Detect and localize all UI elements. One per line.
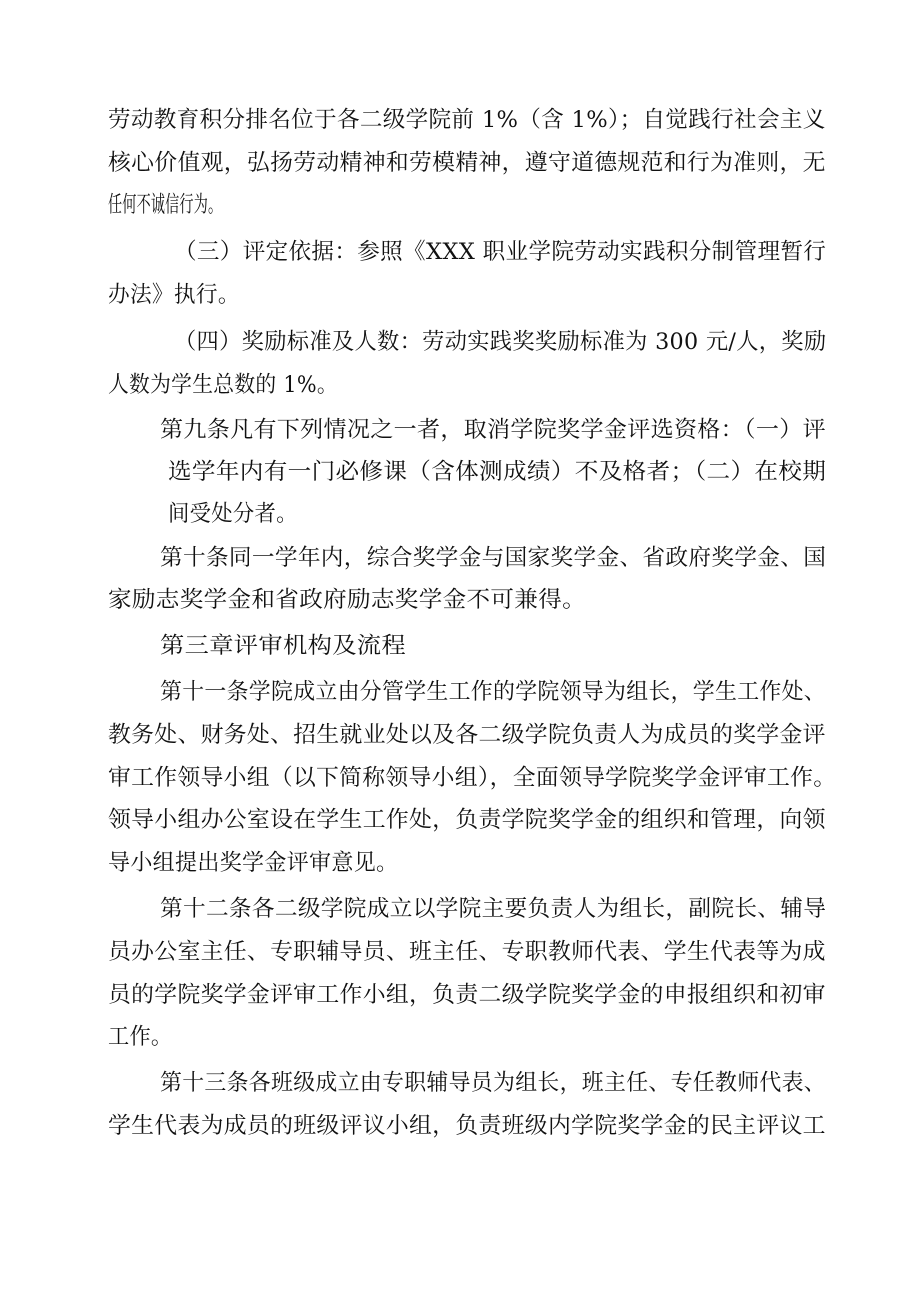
section-heading: 第三章评审机构及流程 xyxy=(160,633,407,659)
text-line: 领导小组办公室设在学生工作处，负责学院奖学金的组织和管理，向领 xyxy=(108,807,826,833)
text-line: 第十条同一学年内，综合奖学金与国家奖学金、省政府奖学金、国 xyxy=(160,545,827,571)
text-line: 第十二条各二级学院成立以学院主要负责人为组长，副院长、辅导 xyxy=(160,896,827,922)
text-line: 间受处分者。 xyxy=(168,501,298,527)
text-line: 人数为学生总数的 1%。 xyxy=(108,372,338,398)
text-line: 导小组提出奖学金评审意见。 xyxy=(108,850,399,876)
text-line: （四）奖励标准及人数：劳动实践奖奖励标准为 300 元/人，奖励 xyxy=(174,329,827,355)
text-line: 办法》执行。 xyxy=(108,282,240,308)
text-line: （三）评定依据：参照《XXX 职业学院劳动实践积分制管理暂行 xyxy=(174,239,827,265)
text-line: 工作。 xyxy=(108,1024,173,1050)
text-line: 审工作领导小组（以下简称领导小组），全面领导学院奖学金评审工作。 xyxy=(108,765,837,791)
text-line: 家励志奖学金和省政府励志奖学金不可兼得。 xyxy=(108,587,587,613)
text-line: 核心价值观，弘扬劳动精神和劳模精神，遵守道德规范和行为准则，无 xyxy=(108,150,826,176)
text-line: 第九条凡有下列情况之一者，取消学院奖学金评选资格：（一）评 xyxy=(160,417,826,443)
text-line: 任何不诚信行为。 xyxy=(108,192,223,218)
text-line: 劳动教育积分排名位于各二级学院前 1%（含 1%）；自觉践行社会主义 xyxy=(108,107,826,133)
text-line: 选学年内有一门必修课（含体测成绩）不及格者；（二）在校期 xyxy=(168,459,827,485)
text-line: 学生代表为成员的班级评议小组，负责班级内学院奖学金的民主评议工 xyxy=(108,1113,826,1139)
text-line: 第十一条学院成立由分管学生工作的学院领导为组长，学生工作处、 xyxy=(160,679,827,705)
text-line: 员的学院奖学金评审工作小组，负责二级学院奖学金的申报组织和初审 xyxy=(108,982,826,1008)
text-line: 教务处、财务处、招生就业处以及各二级学院负责人为成员的奖学金评 xyxy=(108,722,826,748)
text-line: 员办公室主任、专职辅导员、班主任、专职教师代表、学生代表等为成 xyxy=(108,939,826,965)
text-line: 第十三条各班级成立由专职辅导员为组长，班主任、专任教师代表、 xyxy=(160,1070,827,1096)
